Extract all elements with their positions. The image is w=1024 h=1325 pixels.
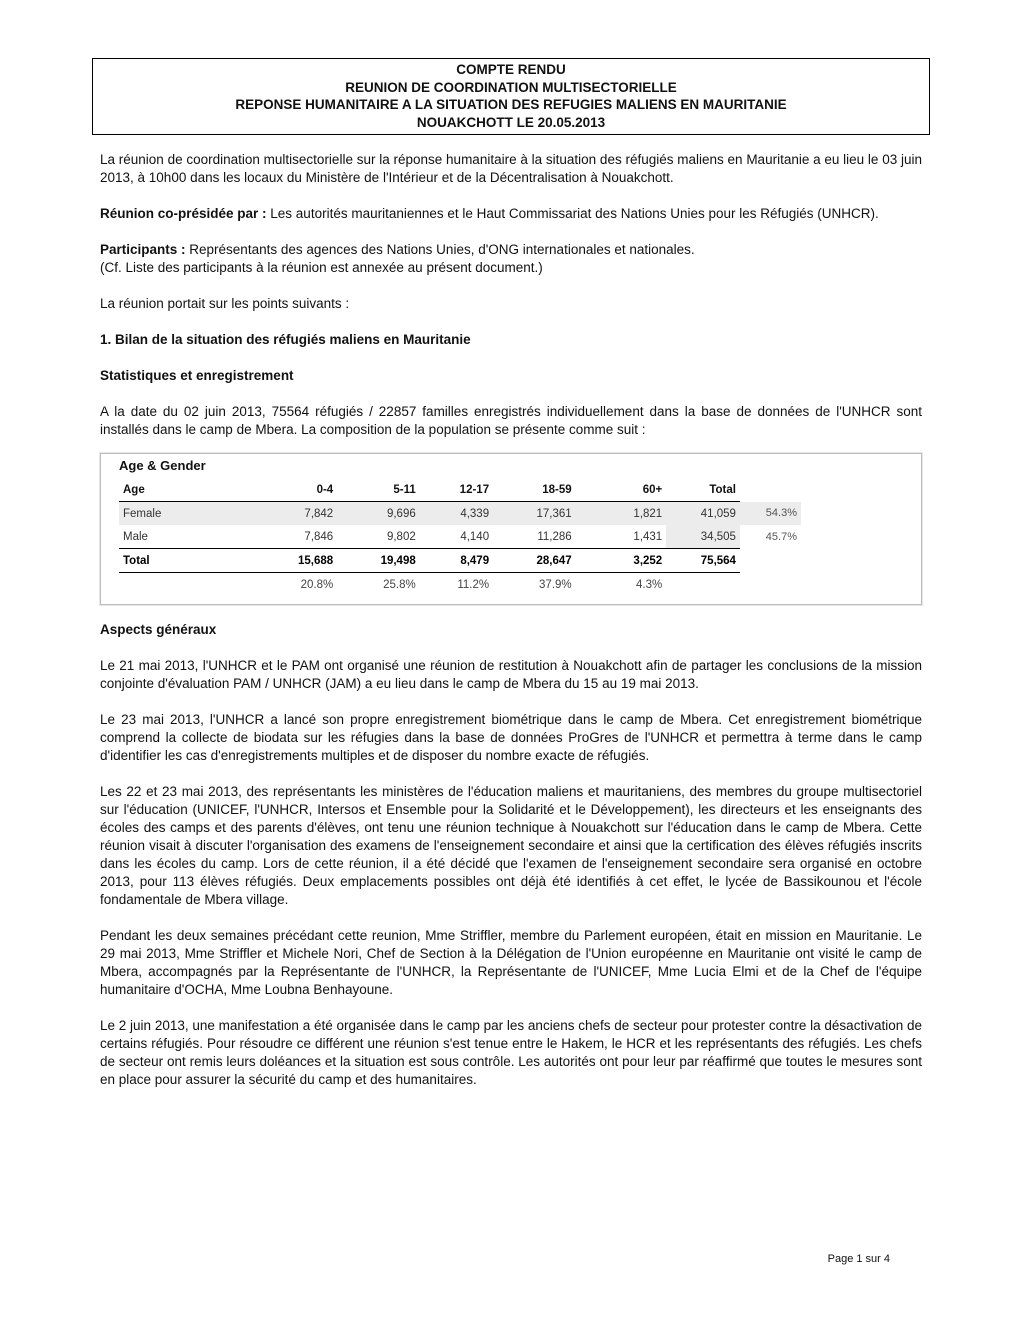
table-cell: 19,498: [337, 549, 420, 573]
table-cell: 75,564: [666, 549, 740, 573]
table-header-row: [119, 478, 801, 502]
table-cell: [740, 549, 801, 573]
table-cell-percent: 54.3%: [740, 502, 801, 526]
table-cell: 7,842: [263, 502, 337, 526]
row-label: Male: [123, 530, 148, 543]
table-row-female: [119, 502, 801, 526]
stats-paragraph: A la date du 02 juin 2013, 75564 réfugiés / 22857 familles enregistrés individuellement dans la base de données de l'UNHCR sont installés dans le camp de Mbera. La composition de la population se présente comme suit :: [100, 404, 922, 437]
age-gender-table: [119, 478, 801, 596]
table-row-male: [119, 525, 801, 549]
table-cell: 8,479: [420, 549, 493, 573]
document-page: [100, 58, 922, 1089]
paragraph-biometric: Le 23 mai 2013, l'UNHCR a lancé son propre enregistrement biométrique dans le camp de Mbera. Cet enregistrement biométrique comprend la collecte de biodata sur les réfugies dans la base de données ProGres de l'UNHCR et permettra à terme dans le camp d'identifier les cas d'enregistrements multiples et de disposer du nombre exacte de réfugiés.: [100, 712, 922, 763]
table-cell-percent: 45.7%: [765, 530, 797, 543]
copresidence-label: Réunion co-présidée par :: [100, 206, 267, 221]
participants-label: Participants :: [100, 242, 186, 257]
header-line-3: REPONSE HUMANITAIRE A LA SITUATION DES REFUGIES MALIENS EN MAURITANIE: [235, 97, 787, 112]
paragraph-manifestation: Le 2 juin 2013, une manifestation a été organisée dans le camp par les anciens chefs de secteur pour protester contre la désactivation de certains réfugiés. Pour résoudre ce différent une réunion s'est tenue entre le Hakem, le HCR et les représentants des réfugiés. Les chefs de secteur ont remis leurs doléances et la situation est sous contrôle. Les autorités ont pour leur par réaffirmé que toutes le mesures sont en place pour assurer la sécurité du camp et des humanitaires.: [100, 1018, 922, 1087]
header-line-2: REUNION DE COORDINATION MULTISECTORIELLE: [345, 79, 677, 95]
table-cell: 11,286: [537, 530, 572, 543]
table-cell: 25.8%: [383, 578, 416, 591]
page-number: Page 1 sur 4: [827, 1253, 890, 1265]
table-cell: 28,647: [493, 549, 576, 573]
header-line-1: COMPTE RENDU: [456, 62, 566, 77]
table-cell: 1,821: [576, 502, 667, 526]
table-cell: 1,431: [633, 530, 663, 543]
aspects-subtitle: Aspects généraux: [100, 622, 217, 637]
header-cell: 0-4: [263, 478, 337, 502]
row-label: Female: [119, 502, 263, 526]
table-cell: 41,059: [666, 502, 740, 526]
row-label: Total: [119, 549, 263, 573]
header-cell: 12-17: [420, 478, 493, 502]
table-cell: [740, 573, 801, 597]
table-cell: 11.2%: [457, 578, 490, 591]
row-label: [119, 573, 263, 597]
table-cell: 34,505: [666, 525, 740, 549]
table-cell: 9,802: [386, 530, 416, 543]
table-cell: 4.3%: [635, 578, 663, 591]
copresidence-text: Les autorités mauritaniennes et le Haut Commissariat des Nations Unies pour les Réfugiés (UNHCR).: [266, 206, 879, 221]
intro-paragraph: La réunion de coordination multisectorielle sur la réponse humanitaire à la situation des réfugiés maliens en Mauritanie a eu lieu le 03 juin 2013, à 10h00 dans les locaux du Ministère de l'Intérieur et de la Décentralisation à Nouakchott.: [100, 152, 922, 185]
agenda-intro: La réunion portait sur les points suivants :: [100, 296, 350, 311]
header-cell: Total: [666, 478, 740, 502]
header-cell: [740, 478, 801, 502]
table-cell: 15,688: [263, 549, 337, 573]
table-cell: 4,140: [460, 530, 490, 543]
table-row-total: [119, 549, 801, 573]
header-line-4: NOUAKCHOTT LE 20.05.2013: [416, 114, 606, 130]
header-cell: 18-59: [493, 478, 576, 502]
copresidence-paragraph: [100, 205, 922, 223]
age-gender-table-image: [100, 453, 922, 605]
participants-note: (Cf. Liste des participants à la réunion est annexée au présent document.): [100, 260, 543, 275]
table-cell: 7,846: [304, 530, 334, 543]
paragraph-jam: Le 21 mai 2013, l'UNHCR et le PAM ont organisé une réunion de restitution à Nouakchott afin de partager les conclusions de la mission conjointe d'évaluation PAM / UNHCR (JAM) a eu lieu dans le camp de Mbera du 15 au 19 mai 2013.: [100, 658, 922, 691]
paragraph-mission: Pendant les deux semaines précédant cette reunion, Mme Striffler, membre du Parlement européen, était en mission en Mauritanie. Le 29 mai 2013, Mme Striffler et Michele Nori, Chef de Section à la Délégation de l'Union européenne en Mauritanie ont visité le camp de Mbera, accompagnés par la Représentante de l'UNHCR, la Représentante de l'UNICEF, Mme Lucia Elmi et de la Chef de l'équipe humanitaire d'OCHA, Mme Loubna Benhayoune.: [100, 928, 922, 997]
table-cell: [666, 573, 740, 597]
paragraph-education: Les 22 et 23 mai 2013, des représentants les ministères de l'éducation maliens et mauritaniens, des membres du groupe multisectoriel sur l'éducation (UNICEF, l'UNHCR, Intersos et Ensemble pour la Solidarité et le Développement), les directeurs et les enseignants des écoles des camps et des parents d'élèves, ont tenu une réunion technique à Nouakchott sur l'éducation dans le camp de Mbera. Cette réunion visait à discuter l'organisation des examens de l'enseignement secondaire et ainsi que la certification des élèves réfugiés inscrits dans les écoles du camp. Lors de cette réunion, il a été décidé que l'examen de l'enseignement secondaire sera organisé en octobre 2013, pour 113 élèves réfugiés. Deux emplacements possibles ont déjà été identifiés à cet effet, le lycée de Bassikounou et l'école fondamentale de Mbera village.: [100, 784, 922, 907]
table-cell: 37.9%: [539, 578, 572, 591]
section-1-title: 1. Bilan de la situation des réfugiés maliens en Mauritanie: [100, 332, 471, 347]
table-title: Age & Gender: [119, 458, 206, 473]
table-cell: 17,361: [493, 502, 576, 526]
table-cell: 4,339: [420, 502, 493, 526]
table-cell: 20.8%: [300, 578, 334, 591]
participants-text: Représentants des agences des Nations Unies, d'ONG internationales et nationales.: [185, 242, 695, 257]
header-cell: 60+: [576, 478, 667, 502]
header-cell: Age: [119, 478, 263, 502]
participants-paragraph: [100, 241, 922, 259]
report-header: [92, 58, 930, 135]
table-row-percent: [119, 573, 801, 597]
stats-subtitle: Statistiques et enregistrement: [100, 368, 294, 383]
header-cell: 5-11: [337, 478, 420, 502]
table-cell: 3,252: [576, 549, 667, 573]
table-cell: 9,696: [337, 502, 420, 526]
